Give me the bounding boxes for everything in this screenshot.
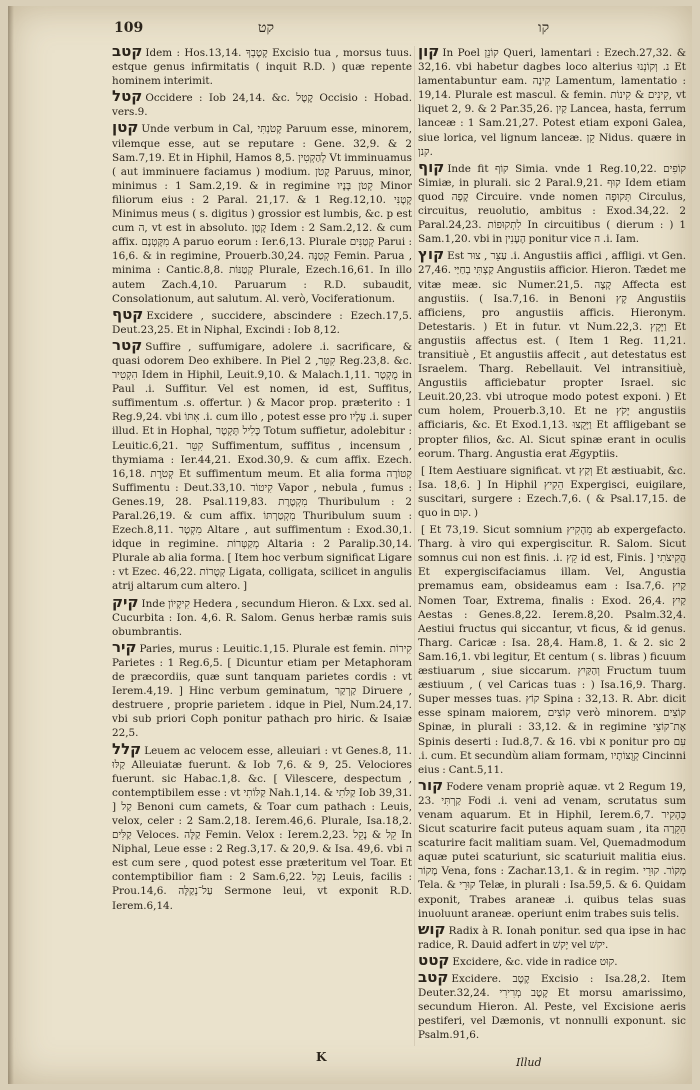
entry-headword: קור [418, 775, 444, 794]
entry-text: Excidere, &c. vide in radice קוּט. [452, 955, 618, 968]
entry-headword: קוש [418, 919, 446, 938]
entry-text: Suffire , suffumigare, adolere .i. sacrificare, & quasi odorem Deo exhibere. In Piel קִטֵּר, 2 Reg.23,8. &c. הִקְטִיר Idem in Hiphil, Leuit.9,10. & Malach.1,11. מֻקְטָר in Paul .i. Suffitur. Vel est nomen, id est, Suffitus, suffimentum .s. offertur. ) & Macor prop. præterito : 1 Reg.9,24. vbi אִתּוֹ .i. cum illo , potest esse pro עָלָיו .i. super illud. Et in Hophal, כָּלִיל תָּקְטָר Totum suffietur, adolebitur : Leuitic.6,21. קִטֵּר Suffimentum, suffitus , incensum , thymiama : Ier.44,21. Exod.30,9. & cum affix. Ezech. 16,18. קְטֹרֶת Et suffimentum meum. Et alia forma קְטוֹרָה Suffimentu : Deut.33,10. קִיטוֹר Vapor , nebula , fumus : Genes.19, 28. Psal.119,83. מִקְטֶרֶת Thuribulum : 2 Paral.26,19. & cum affix. מִקְטַרְתּוֹ Thuribulum suum : Ezech.8,11. מִקְטָר Altare , aut suffimentum : Exod.30,1. idque in regimine. מְקַטְּרוֹת Altaria : 2 Paralip.30,14. Plurale ab alia forma. [ Item hoc verbum significat Ligare : vt Ezec. 46,22. קְטֻרוֹת Ligata, colligata, scilicet in angulis atrij altarum cum altero. ] [112, 340, 412, 593]
dictionary-entry [418, 775, 686, 921]
entry-headword: קטל [112, 87, 143, 106]
entry-text: Est עַצֵּר , צוּר .i. Angustiis affici , affligi. vt Gen. 27,46. קַצְתִּי בְחַיַּי Angustiis afficior. Hieron. Tædet me vitæ meæ. sic Numer.21,5. קָצָה Affecta est angustiis. ( Isa.7,16. in Benoni קָץ Angustiis afficiens, pro angustiis afficis. Hieronym. Detestaris. ) Et in futur. vt Num.22,3. וַיָּקָץ Et angustiis affectus est. ( Item 1 Reg. 11,21. transitiuè , Et angustiis affecit , aut detestatus est Israelem. Tharg. Rebellauit. Vel intransitiuè, Angustiis afficiebatur propter Israel. sic Leuit.20,23. vbi utroque modo potest exponi. ) Et cum holem, Prouerb.3,10. Et ne יָקֹץ angustiis afficiaris, &c. Et Exod.1,13. וַיָּקֻצוּ Et affligebant se propter filios, &c. Al. Sicut spinæ erant in oculis eorum. Tharg. Angustia erat Ægyptiis. [418, 250, 686, 460]
entry-text: [ Et 73,19. Sicut somnium מֵהָקִיץ ab expergefacto. Tharg. à viro qui expergiscitur. R. Salom. Sicut somnus cui non est finis. .i. קֵץ id est, Finis. ] הֲקִיצֹתִי Et expergiscifaciamus illam. Vel, Angustia premamus eam, obsideamus eam : Isa.7,6. קַיִץ Nomen Toar, Extrema, finalis : Exod. 26,4. קַיִץ Aestas : Genes.8,22. Ierem.8,20. Psalm.32,4. Aestiui fructus qui siccantur, vt ficus, & id genus. Tharg. Caricæ : Isa. 28,4. Ham.8, 1. & 2. sic 2 Sam.16,1. vbi legitur, Et centum ( s. libras ) ficuum æstiuarum , siue siccarum. וְהַקַּיִץ Fructum tuum æstiuum , ( vel Caricas tuas : ) Isa.16,9. Tharg. Super messes tuas. קוֹץ Spina : 32,13. R. Abr. dicit esse spinam maiorem, קוֹצִים verò minorem. קוֹצִים Spinæ, in plurali : 33,12. & in regimine אֶת־קוֹצֵי Spinis deserti : Iud.8,7. & 16. vbi א ponitur pro עִם .i. cum. Et secundùm aliam formam, קְוֻצּוֹתָיו Cincinni eius : Cant.5,11. [418, 524, 686, 776]
entry-headword: קוף [418, 157, 445, 176]
entry-text: Radix à R. Ionah ponitur. sed qua ipse in hac radice, R. Dauid adfert in יָקשׁ vel יקשׁ. [418, 924, 686, 951]
entry-headword: קטב [418, 968, 449, 986]
entry-text: [ Item Aestiuare significat. vt וְקַץ Et æstiuabit, &c. Isa. 18,6. ] In Hiphil הֵקִיץ Expergisci, euigilare, suscitari, surgere : Ezech.7,6. ( & Psal.17,15. de quo in קוּם. ) [418, 464, 686, 519]
column-divider [414, 46, 415, 1046]
dictionary-entry [418, 950, 686, 969]
entry-text: Excidere. קֶטֶב Excisio : Isa.28,2. Item Deuter.32,24. קֶטֶב מְרִירִי Et morsu amarissimo, secundum Hieron. Al. Peste, vel Excisione aeris pestiferi, vel Dæmonis, vt nonnulli exponunt. sic Psalm.91,6. [418, 973, 686, 1042]
dictionary-entry [418, 919, 686, 952]
entry-text: Occidere : Iob 24,14. &c. קֶטֶל Occisio : Hobad. vers.9. [112, 92, 412, 119]
entry-headword: קטט [418, 950, 450, 969]
dictionary-entry [418, 44, 686, 159]
entry-text: In Poel קוֹנֵן Queri, lamentari : Ezech.27,32. & 32,16. vbi habetur dagbes loco alterius נ. וְקוֹנְנוּ Et lamentabuntur eam. קִינָה Lamentum, lamentatio : 19,14. Plurale est mascul. & femin. קִינִים & קִינוֹת, vt liquet 2, 9. & 2 Par.35,26. קַיִן Lancea, hasta, ferrum lanceæ : 1 Sam.21,27. Potest etiam exponi Galea, siue lorica, vel lignum lanceæ. קֵן Nidus. quære in קנן. [418, 47, 686, 158]
signature-mark: K [316, 1050, 327, 1064]
right-column [418, 44, 686, 1049]
dictionary-entry [112, 304, 412, 337]
dictionary-entry [112, 592, 412, 639]
dictionary-entry [112, 335, 412, 594]
left-column [112, 44, 412, 1049]
dictionary-entry [112, 89, 412, 119]
entry-text: Inde קִיקָיוֹן Hedera , secundum Hieron. & Lxx. sed al. Cucurbita : Ion. 4,6. R. Salom. Genus herbæ ramis suis obumbrantis. [112, 597, 412, 638]
dictionary-entry [112, 739, 412, 913]
entry-text: Fodere venam propriè aquæ. vt 2 Regum 19, 23. קַרְתִּי Fodi .i. veni ad venam, scrutatus sum venam aquarum. Et in Hiphil, Ierem.6,7. כְּהָקִיר Sicut scaturire facit puteus aquam suam , ita הֵקֵרָה scaturire facit malitiam suam. Vel, Quemadmodum aquæ putei scaturiunt, sic scaturiuit malitia eius. מָקוֹר Vena, fons : Zachar.13,1. & in regim. מְקוֹר. קוּרֵי Tela. & קוּרֵי Telæ, in plurali : Isa.59,5. & 6. Quidam exponit, Trabes araneæ .i. quibus telas suas inuoluunt araneæ. operiunt enim trabes suis telis. [418, 780, 686, 920]
catchword: Illud [516, 1056, 542, 1069]
running-head-right: קו [538, 20, 550, 36]
dictionary-entry [418, 521, 686, 777]
entry-text: Leuem ac velocem esse, alleuiari : vt Genes.8, 11. קַלּוּ Alleuiatæ fuerunt. & Iob 7,6. & 9, 25. Velociores fuerunt. sic Habac.1,8. &c. [ Vilescere, despectum , contemptibilem esse : vt קַלּוֹתִי Nah.1,14. & קַלֹּתִי Iob 39,31. ] קַל Benoni cum camets, & Toar cum pathach : Leuis, velox, celer : 2 Sam.2,18. Ierem.46,6. Plurale, Isa.18,2. קַלִּים Veloces. קַלָּה Femin. Velox : Ierem.2,23. קֵל & נָקֵל In Niphal, Leue esse : 2 Reg.3,17. & 20,9. & Isa. 49,6. vbi ה est cum sere , quod potest esse præteritum vel Toar. Et contemptibilior fiam : 2 Sam.6,22. נָקֵל Leuis, facilis : Prou.14,6. עַל־נְקַלָּה Sermone leui, vt exponit R.D. Ierem.6,14. [112, 744, 412, 912]
entry-headword: קטר [112, 335, 143, 354]
entry-headword: קלל [112, 739, 142, 758]
dictionary-entry [418, 970, 686, 1042]
dictionary-entry [112, 637, 412, 741]
dictionary-entry [112, 120, 412, 305]
entry-text: Unde verbum in Cal, קָטֹנְתִּי Paruum esse, minorem, vilemque esse, aut se reputare : Gene. 32,9. & 2 Sam.7,19. Et in Hiphil, Hamos 8,5. לְהַקְטִין Vt imminuamus ( aut imminuere faciamus ) modium. קָטֹן Paruus, minor, minimus : 1 Sam.2,19. & in regimine קְטֹן בָּנָיו Minor filiorum eius : 2 Paral. 21,17. & 1 Reg.12,10. קָטָנִּי Minimus meus ( s. digitus ) grossior est lumbis, &c. p est cum ה, vt est in absoluto. קָטָן Idem : 2 Sam.2,12. & cum affix. מִקָּטְנָם A paruo eorum : Ier.6,13. Plurale קְטַנִּים Parui : 16,6. & in regimine, Prouerb.30,24. קְטַנָּה Femin. Parua , minima : Cantic.8,8. קְטַנּוֹת Plurale, Ezech.16,61. In illo autem Zach.4,10. Paruarum : R.D. subaudit, Consolationum, aut salutum. Al. verò, Vociferationum. [112, 123, 412, 305]
dictionary-entry [418, 462, 686, 520]
entry-headword: קטן [112, 118, 139, 137]
book-page [8, 6, 692, 1084]
entry-headword: קיק [112, 592, 139, 611]
entry-text: Paries, murus : Leuitic.1,15. Plurale est femin. קִירוֹת Parietes : 1 Reg.6,5. [ Dicuntur etiam per Metaphoram de præcordiis, quæ sunt tanquam parietes cordis : vt Ierem.4,19. ] Hinc verbum geminatum, קַרְקַר Diruere , destruere , proprie parietem . idque in Piel, Num.24,17. vbi sub priori Coph ponitur pathach pro hiric. & Isaiæ 22,5. [112, 642, 412, 740]
page-header [8, 20, 692, 42]
entry-text: Idem : Hos.13,14. קָטָבְךָ Excisio tua , morsus tuus. estque genus infirmitatis ( inquit R.D. ) quæ repente hominem interimit. [112, 47, 412, 88]
entry-headword: קטב [112, 44, 143, 60]
running-head-left: קט [258, 20, 274, 36]
entry-headword: קוץ [418, 245, 445, 264]
entry-headword: קיר [112, 637, 137, 656]
entry-text: Inde fit קוֹף Simia. vnde 1 Reg.10,22. קוֹפִים Simiæ, in plurali. sic 2 Paral.9,21. קוּף Idem etiam quod קָפָה Circuire. vnde nomen תְּקוּפָה Circulus, circuitus, reuolutio, ambitus : Exod.34,22. 2 Paral.24,23. לִתְקוּפוֹת In circuitibus ( dierum : ) 1 Sam.1,20. vbi in הֶעָנִין ponitur vice ה .i. Iam. [418, 162, 686, 246]
dictionary-entry [112, 44, 412, 88]
dictionary-entry [418, 157, 686, 247]
page-fold-shadow [8, 6, 14, 1084]
dictionary-entry [418, 247, 686, 460]
entry-text: Excidere , succidere, abscindere : Ezech.17,5. Deut.23,25. Et in Niphal, Excindi : Iob 8,12. [112, 309, 412, 336]
entry-headword: קון [418, 44, 440, 60]
page-number: 109 [114, 20, 144, 36]
entry-headword: קטף [112, 304, 144, 323]
